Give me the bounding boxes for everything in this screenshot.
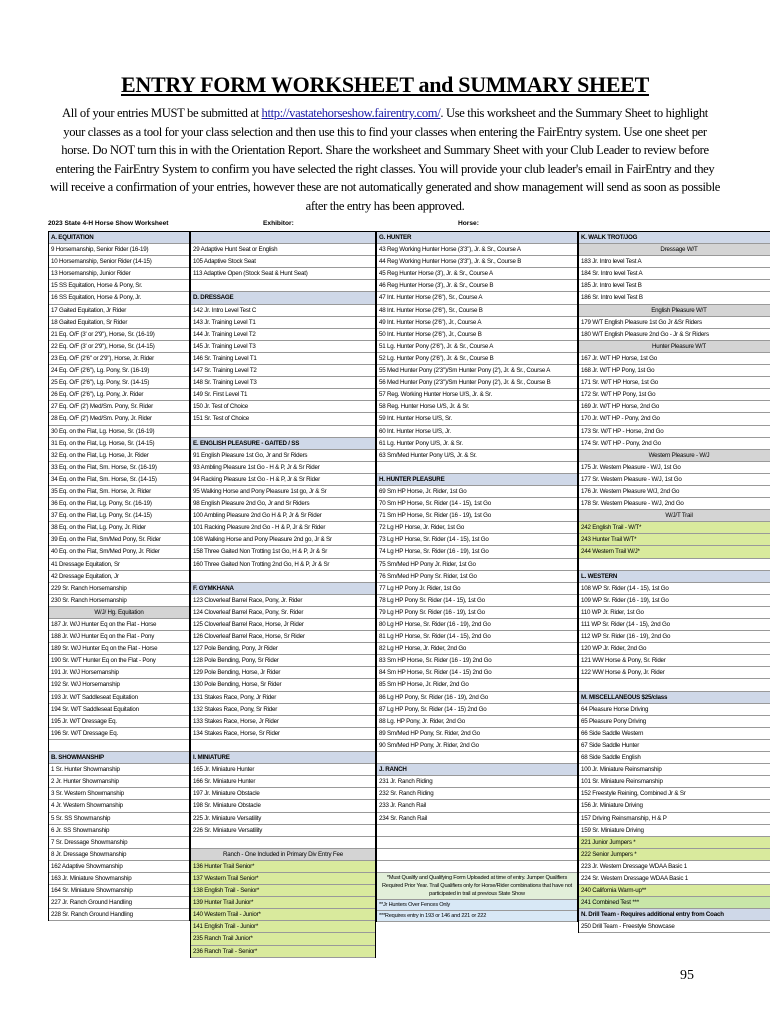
class-row: 122 WW Horse & Pony, Jr. Rider (579, 667, 770, 679)
class-row: 166 Sr. Miniature Hunter (191, 776, 375, 788)
class-row: 35 Eq. on the Flat, Sm. Horse, Jr. Rider (49, 486, 189, 498)
class-row: 234 Sr. Ranch Rail (377, 813, 577, 825)
blank-row (377, 849, 577, 861)
blank-row (377, 861, 577, 873)
class-row: 126 Cloverleaf Barrel Race, Horse, Sr Rider (191, 631, 375, 643)
section-header: I. MINIATURE (191, 752, 375, 764)
class-row: 82 Lg HP Horse, Jr. Rider, 2nd Go (377, 643, 577, 655)
class-row: 192 Sr. W/J Horsemanship (49, 679, 189, 691)
class-row: 28 Eq. O/F (2') Med/Sm. Pony, Jr. Rider (49, 413, 189, 425)
subsection-header: W/J/ Hg. Equitation (49, 607, 189, 619)
class-row: 59 Int. Hunter Horse U/S, Sr. (377, 413, 577, 425)
class-row: 80 Lg HP Horse, Sr. Rider (16 - 19), 2nd Go (377, 619, 577, 631)
blank-row (377, 752, 577, 764)
class-row: 222 Senior Jumpers * (579, 849, 770, 861)
class-row: 225 Jr. Miniature Versatility (191, 813, 375, 825)
class-row: 58 Reg. Hunter Horse U/S, Jr. & Sr. (377, 401, 577, 413)
class-row: 17 Gaited Equitation, Jr Rider (49, 305, 189, 317)
class-row: 194 Sr. W/T Saddleseat Equitation (49, 704, 189, 716)
class-row: 144 Jr. Training Level T2 (191, 329, 375, 341)
class-row: 100 Ambling Pleasure 2nd Go H & P, Jr & Sr Rider (191, 510, 375, 522)
class-row: 145 Jr. Training Level T3 (191, 341, 375, 353)
page-title: ENTRY FORM WORKSHEET and SUMMARY SHEET (121, 72, 649, 97)
class-row: 198 Sr. Miniature Obstacle (191, 800, 375, 812)
class-row: 133 Stakes Race, Horse, Jr Rider (191, 716, 375, 728)
class-row: 168 Jr. W/T HP Pony, 1st Go (579, 365, 770, 377)
section-header: H. HUNTER PLEASURE (377, 474, 577, 486)
class-row: 125 Cloverleaf Barrel Race, Horse, Jr Rider (191, 619, 375, 631)
class-row: 18 Gaited Equitation, Sr Rider (49, 317, 189, 329)
class-row: 3 Sr. Western Showmanship (49, 788, 189, 800)
class-row: 25 Eq. O/F (2'6"), Lg. Pony, Sr. (14-15) (49, 377, 189, 389)
class-row: 120 WP Jr. Rider, 2nd Go (579, 643, 770, 655)
class-row: 196 Sr. W/T Dressage Eq. (49, 728, 189, 740)
class-row: 227 Jr. Ranch Ground Handling (49, 897, 189, 909)
class-row: 36 Eq. on the Flat, Lg. Pony, Sr. (16-19) (49, 498, 189, 510)
class-row: 72 Lg HP Horse, Jr. Rider, 1st Go (377, 522, 577, 534)
class-row: 2 Jr. Hunter Showmanship (49, 776, 189, 788)
class-row: 89 Sm/Med HP Pony, Sr. Rider, 2nd Go (377, 728, 577, 740)
section-header: L. WESTERN (579, 571, 770, 583)
class-row: 79 Lg HP Pony Sr. Rider (16 - 19), 1st Go (377, 607, 577, 619)
fairentry-link[interactable]: http://vastatehorseshow.fairentry.com/ (261, 106, 441, 120)
class-row: 158 Three Gaited Non Trotting 1st Go, H & P, Jr & Sr (191, 546, 375, 558)
class-row: 138 English Trail - Senior* (191, 885, 375, 897)
class-row: 223 Jr. Western Dressage WDAA Basic 1 (579, 861, 770, 873)
blank-row (377, 462, 577, 474)
section-header: K. WALK TROT/JOG (579, 232, 770, 244)
blank-row (49, 740, 189, 752)
blank-row (579, 559, 770, 571)
class-row: 49 Int. Hunter Horse (2'6"), Jr., Course A (377, 317, 577, 329)
class-row: 21 Eq. O/F (3' or 2'9"), Horse, Sr. (16-19) (49, 329, 189, 341)
class-row: 93 Ambling Pleasure 1st Go - H & P, Jr & Sr Rider (191, 462, 375, 474)
subsection-header: Western Pleasure - W/J (579, 450, 770, 462)
footnote: **Jr Hunters Over Fences Only (377, 900, 577, 911)
class-row: 193 Jr. W/T Saddleseat Equitation (49, 692, 189, 704)
class-row: 137 Western Trail Senior* (191, 873, 375, 885)
class-row: 191 Jr. W/J Horsemanship (49, 667, 189, 679)
class-row: 65 Pleasure Pony Driving (579, 716, 770, 728)
class-row: 233 Jr. Ranch Rail (377, 800, 577, 812)
class-row: 29 Adaptive Hunt Seat or English (191, 244, 375, 256)
class-row: 100 Jr. Miniature Reinsmanship (579, 764, 770, 776)
class-row: 131 Stakes Race, Pony, Jr Rider (191, 692, 375, 704)
blank-row (377, 825, 577, 837)
class-row: 187 Jr. W/J Hunter Eq on the Flat - Horse (49, 619, 189, 631)
class-row: 88 Lg. HP Pony, Jr. Rider, 2nd Go (377, 716, 577, 728)
subsection-header: Dressage W/T (579, 244, 770, 256)
class-row: 15 SS Equitation, Horse & Pony, Sr. (49, 280, 189, 292)
class-row: 136 Hunter Trail Senior* (191, 861, 375, 873)
class-row: 179 W/T English Pleasure 1st Go Jr &Sr Riders (579, 317, 770, 329)
class-row: 98 English Pleasure 2nd Go, Jr and Sr Riders (191, 498, 375, 510)
class-row: 188 Jr. W/J Hunter Eq on the Flat - Pony (49, 631, 189, 643)
subsection-header: W/J/T Trail (579, 510, 770, 522)
class-row: 197 Jr. Miniature Obstacle (191, 788, 375, 800)
class-row: 90 Sm/Med HP Pony, Jr. Rider, 2nd Go (377, 740, 577, 752)
class-row: 46 Reg Hunter Horse (3'), Jr. & Sr., Course B (377, 280, 577, 292)
class-row: 56 Med Hunter Pony (2'3")/Sm Hunter Pony (2'), Jr. & Sr., Course B (377, 377, 577, 389)
class-row: 110 WP Jr. Rider, 1st Go (579, 607, 770, 619)
worksheet-header (48, 220, 770, 231)
class-row: 85 Sm HP Horse, Jr. Rider, 2nd Go (377, 679, 577, 691)
class-row: 31 Eq. on the Flat, Lg. Horse, Sr. (14-15) (49, 438, 189, 450)
class-row: 60 Int. Hunter Horse U/S, Jr. (377, 426, 577, 438)
class-row: 55 Med Hunter Pony (2'3")/Sm Hunter Pony (2'), Jr. & Sr., Course A (377, 365, 577, 377)
class-row: 63 Sm/Med Hunter Pony U/S, Jr. & Sr. (377, 450, 577, 462)
class-row: 178 Sr. Western Pleasure - W/J, 2nd Go (579, 498, 770, 510)
section-header: M. MISCELLANEOUS $25/class (579, 692, 770, 704)
exhibitor-label: Exhibitor: (263, 220, 294, 227)
class-row: 67 Side Saddle Hunter (579, 740, 770, 752)
class-row: 185 Jr. Intro level Test B (579, 280, 770, 292)
class-row: 10 Horsemanship, Senior Rider (14-15) (49, 256, 189, 268)
class-row: 174 Sr. W/T HP - Pony, 2nd Go (579, 438, 770, 450)
class-row: 171 Sr. W/T HP Horse, 1st Go (579, 377, 770, 389)
class-row: 47 Int. Hunter Horse (2'6"), Sr., Course A (377, 292, 577, 304)
class-row: 50 Int. Hunter Horse (2'6"), Jr., Course B (377, 329, 577, 341)
class-row: 244 Western Trail W/J* (579, 546, 770, 558)
class-row: 111 WP Sr. Rider (14 - 15), 2nd Go (579, 619, 770, 631)
blank-row (191, 740, 375, 752)
class-row: 23 Eq. O/F (2'6" or 2'9"), Horse, Jr. Rider (49, 353, 189, 365)
blank-row (191, 837, 375, 849)
class-row: 34 Eq. on the Flat, Sm. Horse, Sr. (14-15) (49, 474, 189, 486)
class-row: 177 Sr. Western Pleasure - W/J, 1st Go (579, 474, 770, 486)
class-row: 226 Sr. Miniature Versatility (191, 825, 375, 837)
class-row: 57 Reg. Working Hunter Horse U/S, Jr. & Sr. (377, 389, 577, 401)
class-row: 224 Sr. Western Dressage WDAA Basic 1 (579, 873, 770, 885)
class-row: 152 Freestyle Reining, Combined Jr & Sr (579, 788, 770, 800)
class-row: 124 Cloverleaf Barrel Race, Pony, Sr. Rider (191, 607, 375, 619)
class-row: 141 English Trail - Junior* (191, 921, 375, 933)
class-row: 69 Sm HP Horse, Jr. Rider, 1st Go (377, 486, 577, 498)
class-row: 13 Horsemanship, Junior Rider (49, 268, 189, 280)
class-row: 189 Sr. W/J Hunter Eq on the Flat - Horse (49, 643, 189, 655)
class-row: 170 Jr. W/T HP - Pony, 2nd Go (579, 413, 770, 425)
class-row: 183 Jr. Intro level Test A (579, 256, 770, 268)
section-header: N. Drill Team - Requires additional entry from Coach (579, 909, 770, 921)
class-row: 195 Jr. W/T Dressage Eq. (49, 716, 189, 728)
class-row: 95 Walking Horse and Pony Pleasure 1st go, Jr & Sr (191, 486, 375, 498)
class-row: 101 Racking Pleasure 2nd Go - H & P, Jr & Sr Rider (191, 522, 375, 534)
class-row: 190 Sr. W/T Hunter Eq on the Flat - Pony (49, 655, 189, 667)
class-row: 73 Lg HP Horse, Sr. Rider (14 - 15), 1st Go (377, 534, 577, 546)
class-row: 108 WP Sr. Rider (14 - 15), 1st Go (579, 583, 770, 595)
class-row: 232 Sr. Ranch Riding (377, 788, 577, 800)
class-row: 81 Lg HP Horse, Sr. Rider (14 - 15), 2nd Go (377, 631, 577, 643)
class-row: 147 Sr. Training Level T2 (191, 365, 375, 377)
horse-label: Horse: (458, 220, 479, 227)
class-row: 66 Side Saddle Western (579, 728, 770, 740)
class-row: 163 Jr. Miniature Showmanship (49, 873, 189, 885)
section-header: E. ENGLISH PLEASURE - GAITED / SS (191, 438, 375, 450)
class-row: 4 Jr. Western Showmanship (49, 800, 189, 812)
section-header: A. EQUITATION (49, 232, 189, 244)
class-row: 5 Sr. SS Showmanship (49, 813, 189, 825)
class-row: 7 Sr. Dressage Showmanship (49, 837, 189, 849)
class-row: 243 Hunter Trail W/T* (579, 534, 770, 546)
class-row: 77 Lg HP Pony Jr. Rider, 1st Go (377, 583, 577, 595)
class-row: 105 Adaptive Stock Seat (191, 256, 375, 268)
intro-paragraph (50, 104, 720, 216)
class-row: 167 Jr. W/T HP Horse, 1st Go (579, 353, 770, 365)
class-row: 186 Sr. Intro level Test B (579, 292, 770, 304)
class-row: 149 Sr. First Level T1 (191, 389, 375, 401)
footnote: *Must Qualify and Qualifying Form Uploaded at time of entry. Jumper Qualifiers Required Prior Year. Trail Qualifiers only for Horse/Rider combinations that have not participated in trail at previous State Show (377, 873, 577, 900)
class-grid (48, 231, 770, 955)
class-row: 121 WW Horse & Pony, Sr. Rider (579, 655, 770, 667)
class-row: 221 Junior Jumpers * (579, 837, 770, 849)
class-row: 132 Stakes Race, Pony, Sr Rider (191, 704, 375, 716)
class-row: 123 Cloverleaf Barrel Race, Pony, Jr. Rider (191, 595, 375, 607)
section-header (191, 232, 375, 244)
class-row: 250 Drill Team - Freestyle Showcase (579, 921, 770, 933)
class-row: 128 Pole Bending, Pony, Sr Rider (191, 655, 375, 667)
class-row: 32 Eq. on the Flat, Lg. Horse, Jr. Rider (49, 450, 189, 462)
class-row: 165 Jr. Miniature Hunter (191, 764, 375, 776)
class-row: 134 Stakes Race, Horse, Sr Rider (191, 728, 375, 740)
class-row: 41 Dressage Equitation, Sr (49, 559, 189, 571)
class-row: 142 Jr. Intro Level Test C (191, 305, 375, 317)
class-row: 127 Pole Bending, Pony, Jr Rider (191, 643, 375, 655)
class-row: 78 Lg HP Pony Sr. Rider (14 - 15), 1st Go (377, 595, 577, 607)
class-row: 229 Sr. Ranch Horsemanship (49, 583, 189, 595)
class-row: 148 Sr. Training Level T3 (191, 377, 375, 389)
subsection-header: English Pleasure W/T (579, 305, 770, 317)
class-row: 44 Reg Working Hunter Horse (3'3"), Jr. & Sr., Course B (377, 256, 577, 268)
class-row: 52 Lg. Hunter Pony (2'6"), Jr. & Sr., Course B (377, 353, 577, 365)
column-1 (48, 232, 190, 921)
class-row: 180 W/T English Pleasure 2nd Go - Jr & Sr Riders (579, 329, 770, 341)
class-row: 101 Sr. Miniature Reinsmanship (579, 776, 770, 788)
class-row: 236 Ranch Trail - Senior* (191, 946, 375, 958)
class-row: 30 Eq. on the Flat, Lg. Horse, Sr. (16-19) (49, 426, 189, 438)
class-row: 157 Driving Reinsmanship, H & P (579, 813, 770, 825)
class-row: 8 Jr. Dressage Showmanship (49, 849, 189, 861)
class-row: 91 English Pleasure 1st Go, Jr and Sr Riders (191, 450, 375, 462)
blank-row (579, 679, 770, 691)
worksheet-label: 2023 State 4-H Horse Show Worksheet (48, 220, 169, 227)
class-row: 38 Eq. on the Flat, Lg. Pony, Jr. Rider (49, 522, 189, 534)
class-row: 151 Sr. Test of Choice (191, 413, 375, 425)
class-row: 242 English Trail - W/T* (579, 522, 770, 534)
class-row: 84 Sm HP Horse, Sr. Rider (14 - 15) 2nd Go (377, 667, 577, 679)
subsection-header: Ranch - One Included in Primary Div Entry Fee (191, 849, 375, 861)
blank-row (377, 837, 577, 849)
subsection-header: Hunter Pleasure W/T (579, 341, 770, 353)
class-row: 45 Reg Hunter Horse (3'), Jr. & Sr., Course A (377, 268, 577, 280)
class-row: 108 Walking Horse and Pony Pleasure 2nd go, Jr & Sr (191, 534, 375, 546)
class-row: 235 Ranch Trail Junior* (191, 933, 375, 945)
class-row: 51 Lg. Hunter Pony (2'6"), Jr. & Sr., Course A (377, 341, 577, 353)
section-header: D. DRESSAGE (191, 292, 375, 304)
class-row: 70 Sm HP Horse, Sr. Rider (14 - 15), 1st Go (377, 498, 577, 510)
class-row: 22 Eq. O/F (3' or 2'9"), Horse, Sr. (14-15) (49, 341, 189, 353)
class-row: 68 Side Saddle English (579, 752, 770, 764)
class-row: 146 Sr. Training Level T1 (191, 353, 375, 365)
class-row: 139 Hunter Trail Junior* (191, 897, 375, 909)
class-row: 87 Lg HP Pony, Sr. Rider (14 - 15) 2nd Go (377, 704, 577, 716)
class-row: 39 Eq. on the Flat, Sm/Med Pony, Sr. Rider (49, 534, 189, 546)
class-row: 94 Racking Pleasure 1st Go - H & P, Jr & Sr Rider (191, 474, 375, 486)
blank-row (191, 280, 375, 292)
class-row: 113 Adaptive Open (Stock Seat & Hunt Seat) (191, 268, 375, 280)
class-row: 83 Sm HP Horse, Sr. Rider (16 - 19) 2nd Go (377, 655, 577, 667)
class-row: 241 Combined Test *** (579, 897, 770, 909)
class-row: 231 Jr. Ranch Riding (377, 776, 577, 788)
class-row: 159 Sr. Miniature Driving (579, 825, 770, 837)
class-row: 24 Eq. O/F (2'6"), Lg. Pony, Sr. (16-19) (49, 365, 189, 377)
section-header: G. HUNTER (377, 232, 577, 244)
class-row: 61 Lg. Hunter Pony U/S, Jr. & Sr. (377, 438, 577, 450)
class-row: 109 WP Sr. Rider (16 - 19), 1st Go (579, 595, 770, 607)
class-row: 16 SS Equitation, Horse & Pony, Jr. (49, 292, 189, 304)
intro-text-after: . Use this worksheet and the Summary Sheet to highlight your classes as a tool for your class selection and then use this to find your classes when entering the FairEntry system. Use one sheet per horse. Do NOT turn this in with the Orientation Report. Share the worksheet and Summary Sheet with your Club Leader to review before entering the FairEntry System to confirm you have selected the right classes. You will provide your club leader's email in FairEntry and they will receive a confirmation of your entries, however these are not automatically generated and show management will send as soon as possible after the entry has been approved. (50, 106, 721, 213)
class-row: 6 Jr. SS Showmanship (49, 825, 189, 837)
blank-row (191, 571, 375, 583)
class-row: 240 California Warm-up** (579, 885, 770, 897)
class-row: 1 Sr. Hunter Showmanship (49, 764, 189, 776)
class-row: 86 Lg HP Pony, Sr. Rider (16 - 19), 2nd Go (377, 692, 577, 704)
class-row: 112 WP Sr. Rider (16 - 19), 2nd Go (579, 631, 770, 643)
class-row: 176 Jr. Western Pleasure W/J, 2nd Go (579, 486, 770, 498)
class-row: 76 Sm/Med HP Pony Sr. Rider, 1st Go (377, 571, 577, 583)
class-row: 175 Jr. Western Pleasure - W/J, 1st Go (579, 462, 770, 474)
class-row: 75 Sm/Med HP Pony Jr. Rider, 1st Go (377, 559, 577, 571)
class-row: 169 Jr. W/T HP Horse, 2nd Go (579, 401, 770, 413)
class-row: 156 Jr. Miniature Driving (579, 800, 770, 812)
class-row: 172 Sr. W/T HP Pony, 1st Go (579, 389, 770, 401)
class-row: 26 Eq. O/F (2'6"), Lg. Pony, Jr. Rider (49, 389, 189, 401)
class-row: 43 Reg Working Hunter Horse (3'3"), Jr. & Sr., Course A (377, 244, 577, 256)
column-4 (578, 232, 770, 933)
class-row: 184 Sr. Intro level Test A (579, 268, 770, 280)
class-row: 150 Jr. Test of Choice (191, 401, 375, 413)
page-number: 95 (680, 968, 694, 983)
class-row: 64 Pleasure Horse Driving (579, 704, 770, 716)
class-row: 27 Eq. O/F (2') Med/Sm. Pony, Sr. Rider (49, 401, 189, 413)
class-row: 140 Western Trail - Junior* (191, 909, 375, 921)
class-row: 42 Dressage Equitation, Jr (49, 571, 189, 583)
class-row: 37 Eq. on the Flat, Lg. Pony, Sr. (14-15) (49, 510, 189, 522)
section-header: F. GYMKHANA (191, 583, 375, 595)
footnote: ***Requires entry in 193 or 146 and 221 or 222 (377, 911, 577, 922)
class-row: 143 Jr. Training Level T1 (191, 317, 375, 329)
class-row: 9 Horsemanship, Senior Rider (16-19) (49, 244, 189, 256)
class-row: 48 Int. Hunter Horse (2'6"), Sr., Course B (377, 305, 577, 317)
class-row: 74 Lg HP Horse, Sr. Rider (16 - 19), 1st Go (377, 546, 577, 558)
class-row: 173 Sr. W/T HP - Horse, 2nd Go (579, 426, 770, 438)
intro-text-before: All of your entries MUST be submitted at (62, 106, 262, 120)
class-row: 162 Adaptive Showmanship (49, 861, 189, 873)
class-row: 164 Sr. Miniature Showmanship (49, 885, 189, 897)
class-row: 71 Sm HP Horse, Sr. Rider (16 - 19), 1st Go (377, 510, 577, 522)
section-header: B. SHOWMANSHIP (49, 752, 189, 764)
class-row: 160 Three Gaited Non Trotting 2nd Go, H & P, Jr & Sr (191, 559, 375, 571)
class-row: 40 Eq. on the Flat, Sm/Med Pony, Jr. Rider (49, 546, 189, 558)
column-3 (376, 232, 578, 922)
class-row: 230 Sr. Ranch Horsemanship (49, 595, 189, 607)
class-row: 130 Pole Bending, Horse, Sr Rider (191, 679, 375, 691)
class-row: 129 Pole Bending, Horse, Jr Rider (191, 667, 375, 679)
class-row: 228 Sr. Ranch Ground Handling (49, 909, 189, 921)
blank-row (191, 426, 375, 438)
section-header: J. RANCH (377, 764, 577, 776)
column-2 (190, 232, 376, 958)
class-row: 33 Eq. on the Flat, Sm. Horse, Sr. (16-19) (49, 462, 189, 474)
